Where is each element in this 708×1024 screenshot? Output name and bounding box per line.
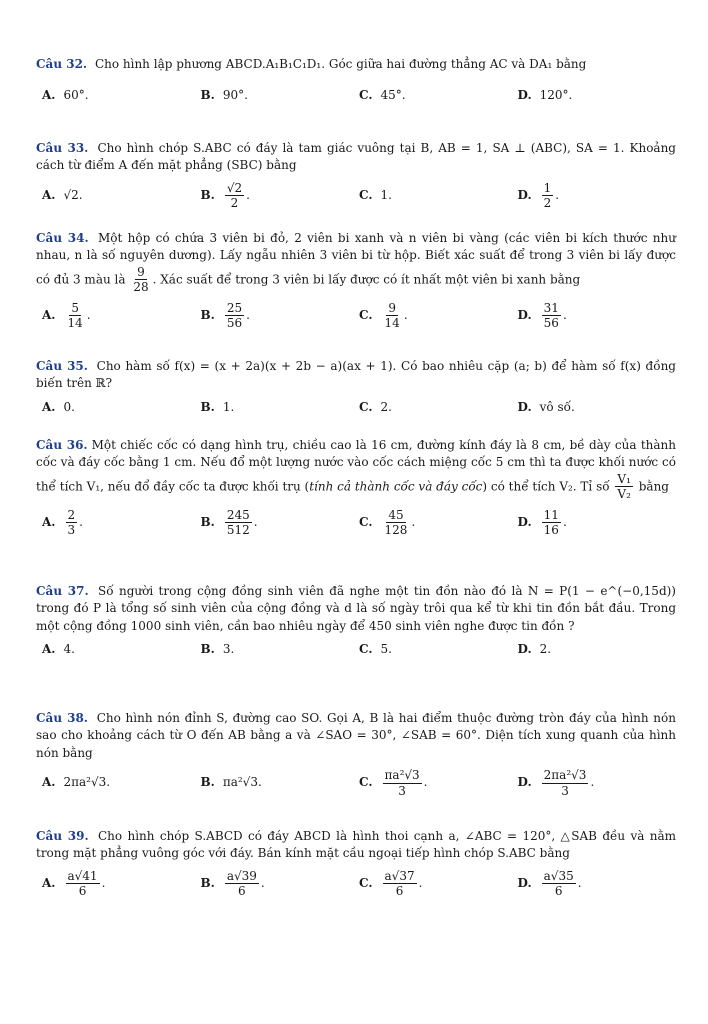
question-text: bằng xyxy=(638,479,669,494)
question-35 xyxy=(36,358,676,416)
fraction xyxy=(383,869,417,899)
choice-label: B. xyxy=(200,514,215,529)
question-text: Cho hình chóp S.ABC có đáy là tam giác vuông tại B, AB = 1, SA ⊥ (ABC), SA = 1. Khoảng cách từ điểm A đến mặt phẳng (SBC) bằng xyxy=(36,141,676,173)
fraction-denominator: 14 xyxy=(384,315,400,330)
choice-label: B. xyxy=(200,399,215,414)
choice-punct: . xyxy=(246,307,250,322)
fraction-numerator: 9 xyxy=(137,264,145,279)
fraction-numerator: √2 xyxy=(226,180,243,195)
fraction xyxy=(615,472,632,502)
question-33-stem xyxy=(36,140,676,175)
fraction xyxy=(225,181,244,211)
choice-punct: . xyxy=(79,514,83,529)
choice-punct: . xyxy=(577,875,582,890)
question-number: Câu 39. xyxy=(36,829,89,843)
fraction-denominator: 14 xyxy=(67,315,83,330)
question-text: Một hộp có chứa 3 viên bi đỏ, 2 viên bi xanh và n viên bi vàng (các viên bi kích thước như nhau, n là số nguyên dương). Lấy ngẫu nhiên 3 viên bi từ hộp. Biết xác suất để trong 3 viên bi lấy được có đủ 3 màu là xyxy=(36,231,676,287)
choice-a[interactable] xyxy=(36,641,201,658)
fraction-numerator: 1 xyxy=(543,180,552,195)
choice-punct: . xyxy=(562,514,567,529)
fraction-numerator: 5 xyxy=(71,300,79,315)
choice-punct: . xyxy=(403,307,408,322)
choice-text: 2. xyxy=(380,399,392,414)
choice-label: C. xyxy=(359,875,373,890)
choice-punct: . xyxy=(590,775,595,790)
choice-c[interactable] xyxy=(359,301,518,331)
question-39-stem xyxy=(36,828,676,863)
fraction-numerator: 2πa²√3 xyxy=(543,768,587,783)
choice-label: B. xyxy=(200,187,215,202)
choice-text: 2. xyxy=(539,642,552,657)
choice-label: D. xyxy=(517,88,532,103)
choice-text: √2. xyxy=(63,187,83,202)
fraction xyxy=(225,301,244,331)
question-text: Một chiếc cốc có dạng hình trụ, chiều cao là 16 cm, đường kính đáy là 8 cm, bề dày của thành cốc và đáy cốc bằng 1 cm. Nếu đổ một lượng nước vào cốc cách miệng cốc 5 cm thì ta được khối nước có thể tích V₁, nếu đổ đầy cốc ta được khối trụ ( xyxy=(36,438,676,494)
choice-punct: . xyxy=(260,875,265,890)
question-text: Cho hình nón đỉnh S, đường cao SO. Gọi A, B là hai điểm thuộc đường tròn đáy của hình nón sao cho khoảng cách từ O đến AB bằng a và ∠SAO = 30°, ∠SAB = 60°. Diện tích xung quanh của hình nón bằng xyxy=(36,711,676,760)
fraction-denominator: 6 xyxy=(78,884,87,899)
question-number: Câu 36. xyxy=(36,438,88,452)
fraction xyxy=(542,768,589,798)
fraction-numerator: a√35 xyxy=(543,868,574,883)
choice-b[interactable] xyxy=(201,399,360,416)
answer-choices xyxy=(36,768,676,798)
choice-c[interactable] xyxy=(359,181,518,211)
choice-label: D. xyxy=(517,775,532,790)
question-text: Cho hàm số f(x) = (x + 2a)(x + 2b − a)(ax + 1). Có bao nhiêu cặp (a; b) để hàm số f(x) đồng biến trên ℝ? xyxy=(36,359,676,391)
choice-label: D. xyxy=(517,187,532,202)
fraction-numerator: 11 xyxy=(543,507,559,522)
fraction-denominator: 3 xyxy=(67,522,76,537)
choice-text: 5. xyxy=(380,642,392,657)
question-text: Số người trong cộng đồng sinh viên đã nghe một tin đồn nào đó là N = P(1 − e^(−0,15d)) trong đó P là tổng số sinh viên của cộng đồng và d là số ngày trôi qua kể từ khi tin đồn bắt đầu. Trong một cộng đồng 1000 sinh viên, cần bao nhiêu ngày để 450 sinh viên nghe được tin đồn ? xyxy=(36,584,676,633)
choice-d[interactable] xyxy=(518,508,677,538)
choice-d[interactable] xyxy=(518,869,677,899)
choice-label: A. xyxy=(42,514,56,529)
answer-choices xyxy=(36,641,676,658)
choice-label: C. xyxy=(359,187,373,202)
choice-label: A. xyxy=(42,187,56,202)
choice-d[interactable] xyxy=(518,181,677,211)
choice-a[interactable] xyxy=(36,399,201,416)
choice-punct: . xyxy=(86,307,91,322)
question-number: Câu 34. xyxy=(36,231,89,245)
choice-text: 4. xyxy=(63,642,75,657)
choice-text: 0. xyxy=(63,399,75,414)
choice-b[interactable] xyxy=(201,768,360,798)
choice-punct: . xyxy=(246,187,250,202)
choice-label: A. xyxy=(42,399,56,414)
choice-c[interactable] xyxy=(359,768,518,798)
fraction-numerator: V₁ xyxy=(617,471,631,486)
choice-punct: . xyxy=(253,514,258,529)
choice-label: C. xyxy=(359,514,373,529)
choice-label: B. xyxy=(200,307,215,322)
question-37-stem xyxy=(36,583,676,635)
fraction-denominator: 2 xyxy=(543,196,552,211)
choice-a[interactable] xyxy=(36,181,201,211)
choice-label: C. xyxy=(359,642,373,657)
choice-punct: . xyxy=(423,775,428,790)
answer-choices xyxy=(36,399,676,416)
question-34 xyxy=(36,230,676,330)
choice-d[interactable] xyxy=(518,641,677,658)
fraction-numerator: 2 xyxy=(67,507,76,522)
choice-a[interactable] xyxy=(36,87,201,104)
choice-punct: . xyxy=(101,875,106,890)
fraction xyxy=(66,869,100,899)
choice-text: 1. xyxy=(380,187,392,202)
choice-label: A. xyxy=(42,307,56,322)
question-number: Câu 38. xyxy=(36,711,88,725)
choice-label: B. xyxy=(200,775,215,790)
fraction-denominator: 56 xyxy=(226,315,243,330)
choice-d[interactable] xyxy=(518,87,677,104)
fraction xyxy=(383,768,422,798)
fraction-denominator: 3 xyxy=(561,783,569,798)
choice-d[interactable] xyxy=(518,301,677,331)
choice-label: D. xyxy=(517,514,532,529)
question-36-stem xyxy=(36,437,676,502)
fraction-denominator: 56 xyxy=(543,315,559,330)
choice-punct: . xyxy=(418,875,423,890)
choice-punct: . xyxy=(562,307,567,322)
fraction-numerator: 245 xyxy=(226,507,250,522)
choice-b[interactable] xyxy=(201,301,360,331)
question-number: Câu 32. xyxy=(36,57,88,71)
fraction xyxy=(383,508,410,538)
answer-choices xyxy=(36,301,676,331)
fraction-denominator: 6 xyxy=(395,884,404,899)
choice-label: C. xyxy=(359,775,373,790)
fraction-denominator: 2 xyxy=(230,196,239,211)
choice-label: D. xyxy=(517,642,532,657)
question-35-stem xyxy=(36,358,676,393)
choice-text: 1. xyxy=(222,399,235,414)
choice-label: D. xyxy=(517,307,532,322)
fraction-numerator: 25 xyxy=(226,300,243,315)
choice-label: B. xyxy=(200,875,215,890)
fraction-numerator: 31 xyxy=(543,300,559,315)
choice-b[interactable] xyxy=(201,87,360,104)
choice-text: 2πa²√3. xyxy=(63,775,111,790)
choice-text: 45°. xyxy=(380,88,406,103)
choice-b[interactable] xyxy=(201,641,360,658)
fraction xyxy=(131,265,150,295)
question-number: Câu 37. xyxy=(36,584,89,598)
fraction xyxy=(542,869,576,899)
question-text: Cho hình lập phương ABCD.A₁B₁C₁D₁. Góc giữa hai đường thẳng AC và DA₁ bằng xyxy=(94,57,587,71)
fraction-denominator: 28 xyxy=(133,280,149,295)
fraction xyxy=(383,301,402,331)
fraction-numerator: 45 xyxy=(388,507,404,522)
fraction-numerator: πa²√3 xyxy=(384,768,420,783)
choice-b[interactable] xyxy=(201,508,360,538)
answer-choices xyxy=(36,87,676,104)
choice-c[interactable] xyxy=(359,508,518,538)
question-33 xyxy=(36,140,676,211)
choice-label: A. xyxy=(42,875,56,890)
question-text: . Xác suất để trong 3 viên bi lấy được có ít nhất một viên bi xanh bằng xyxy=(152,272,581,287)
choice-c[interactable] xyxy=(359,641,518,658)
choice-text: 60°. xyxy=(63,88,89,103)
choice-label: D. xyxy=(517,399,532,414)
question-text: ) có thể tích V₂. Tỉ số xyxy=(482,479,610,494)
answer-choices xyxy=(36,181,676,211)
fraction-denominator: 512 xyxy=(226,522,250,537)
choice-label: B. xyxy=(200,88,215,103)
choice-d[interactable] xyxy=(518,399,677,416)
question-text-italic: tính cả thành cốc và đáy cốc xyxy=(309,479,483,494)
question-32-stem xyxy=(36,56,676,73)
question-34-stem xyxy=(36,230,676,295)
fraction xyxy=(542,508,561,538)
question-38-stem xyxy=(36,710,676,762)
choice-label: A. xyxy=(42,88,56,103)
fraction xyxy=(225,508,252,538)
choice-text: 120°. xyxy=(539,88,573,103)
choice-c[interactable] xyxy=(359,869,518,899)
choice-punct: . xyxy=(411,514,416,529)
choice-text: 3. xyxy=(222,642,235,657)
question-37 xyxy=(36,583,676,659)
choice-text: vô số. xyxy=(539,399,575,414)
choice-punct: . xyxy=(555,187,560,202)
question-text: Cho hình chóp S.ABCD có đáy ABCD là hình thoi cạnh a, ∠ABC = 120°, △SAB đều và nằm trong mặt phẳng vuông góc với đáy. Bán kính mặt cầu ngoại tiếp hình chóp S.ABC bằng xyxy=(36,829,676,861)
choice-text: πa²√3. xyxy=(222,775,262,790)
fraction xyxy=(542,301,561,331)
fraction-denominator: 128 xyxy=(384,522,408,537)
fraction-numerator: a√39 xyxy=(226,868,257,883)
choice-label: C. xyxy=(359,307,373,322)
question-number: Câu 35. xyxy=(36,359,88,373)
fraction xyxy=(225,869,259,899)
question-39 xyxy=(36,828,676,899)
choice-a[interactable] xyxy=(36,301,201,331)
answer-choices xyxy=(36,869,676,899)
choice-label: B. xyxy=(200,642,215,657)
choice-b[interactable] xyxy=(201,869,360,899)
fraction-denominator: 16 xyxy=(543,522,559,537)
fraction xyxy=(542,181,554,211)
fraction-denominator: V₂ xyxy=(617,487,631,502)
fraction-denominator: 6 xyxy=(554,884,563,899)
choice-a[interactable] xyxy=(36,768,201,798)
choice-a[interactable] xyxy=(36,869,201,899)
choice-c[interactable] xyxy=(359,87,518,104)
question-32 xyxy=(36,56,676,105)
fraction-denominator: 6 xyxy=(238,884,246,899)
choice-label: A. xyxy=(42,775,56,790)
question-38 xyxy=(36,710,676,798)
question-number: Câu 33. xyxy=(36,141,89,155)
choice-text: 90°. xyxy=(222,88,248,103)
choice-label: A. xyxy=(42,642,56,657)
fraction xyxy=(66,508,78,538)
choice-b[interactable] xyxy=(201,181,360,211)
choice-label: C. xyxy=(359,88,373,103)
fraction-denominator: 3 xyxy=(398,783,406,798)
fraction xyxy=(66,301,85,331)
choice-label: C. xyxy=(359,399,373,414)
question-36 xyxy=(36,437,676,537)
fraction-numerator: a√41 xyxy=(67,868,98,883)
choice-d[interactable] xyxy=(518,768,677,798)
fraction-numerator: 9 xyxy=(388,300,396,315)
answer-choices xyxy=(36,508,676,538)
fraction-numerator: a√37 xyxy=(384,868,415,883)
choice-a[interactable] xyxy=(36,508,201,538)
choice-label: D. xyxy=(517,875,532,890)
choice-c[interactable] xyxy=(359,399,518,416)
